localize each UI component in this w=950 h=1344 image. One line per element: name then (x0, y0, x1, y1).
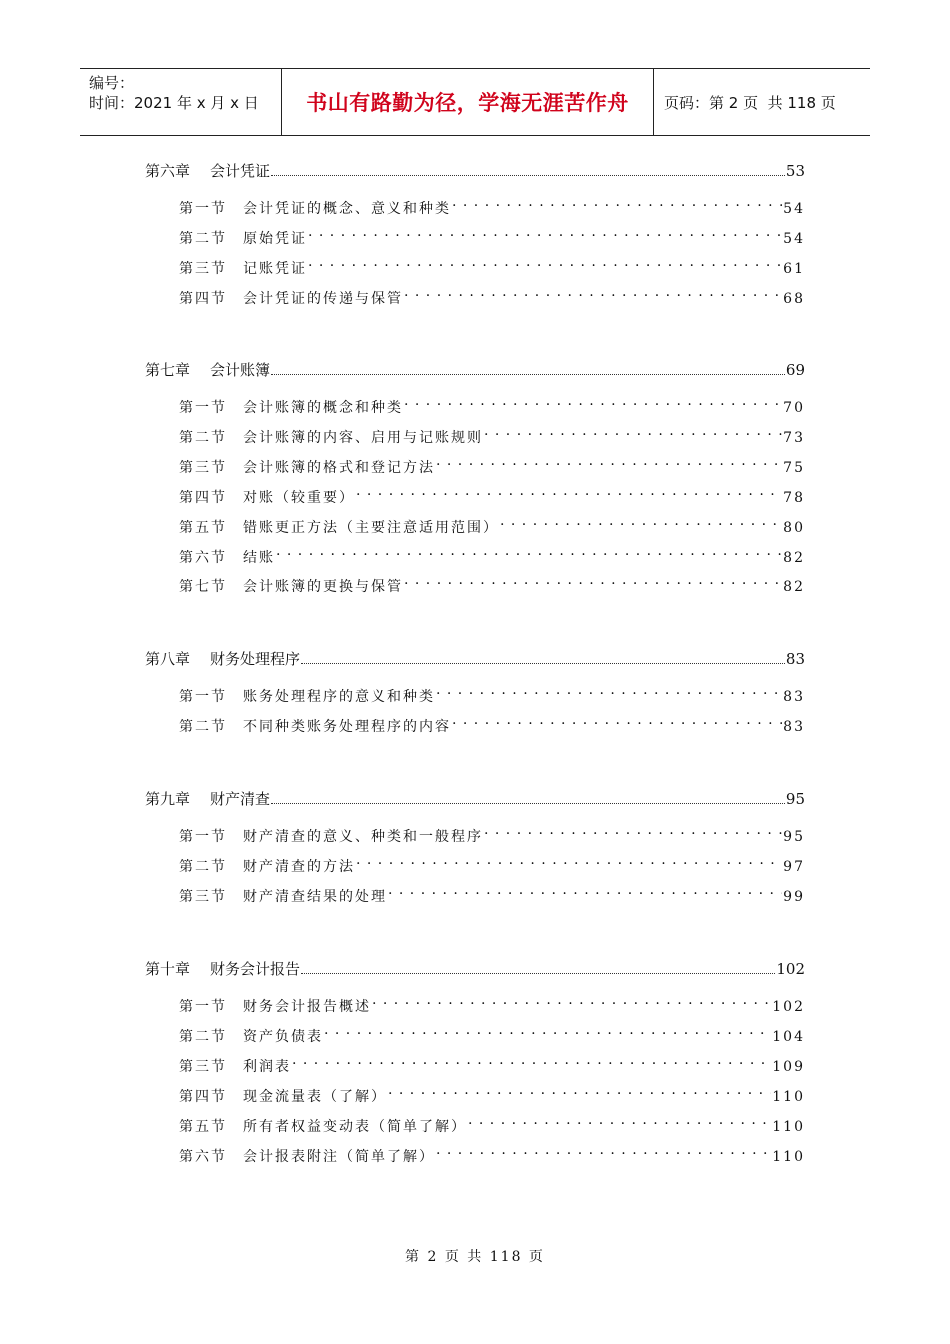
toc-entry-page: 54 (783, 230, 805, 247)
toc-entry-number: 第三节 (179, 1058, 227, 1075)
toc-entry-page: 102 (776, 960, 805, 978)
toc-entry-page: 99 (783, 888, 805, 905)
code-label: 编号： (89, 74, 135, 92)
header-page-info (654, 69, 870, 135)
toc-dot-leader (404, 390, 782, 412)
toc-entry-title: 账务处理程序的意义和种类 (243, 689, 435, 705)
toc-dot-leader (271, 788, 785, 804)
toc-entry-title: 会计账簿的内容、启用与记账规则 (243, 429, 483, 446)
toc-entry-page: 83 (783, 718, 805, 735)
toc-dot-leader (356, 480, 782, 502)
toc-entry-page: 102 (772, 999, 805, 1015)
toc-entry-number: 第二节 (179, 718, 227, 735)
toc-entry-title: 会计账簿的概念和种类 (243, 400, 403, 416)
toc-entry-number: 第三节 (179, 888, 227, 905)
toc-entry-title: 记账凭证 (243, 260, 307, 277)
toc-entry-number: 第二节 (179, 1028, 227, 1045)
toc-dot-leader (276, 540, 782, 562)
toc-dot-leader (436, 1139, 771, 1161)
toc-entry-page: 53 (785, 162, 805, 180)
toc-entry-page: 68 (783, 290, 805, 307)
toc-entry-page: 61 (783, 260, 805, 277)
toc-entry-page: 70 (783, 400, 805, 416)
toc-section-entry[interactable] (179, 1079, 805, 1105)
toc-entry-page: 82 (783, 579, 805, 596)
toc-entry-page: 75 (783, 459, 805, 476)
toc-entry-page: 110 (772, 1088, 805, 1105)
toc-entry-page: 80 (783, 519, 805, 536)
toc-dot-leader (388, 1079, 771, 1101)
toc-entry-page: 83 (785, 650, 805, 668)
toc-section-entry[interactable] (179, 679, 805, 705)
toc-section-entry[interactable] (179, 540, 805, 566)
toc-entry-page: 97 (783, 858, 805, 875)
toc-entry-title: 错账更正方法（主要注意适用范围） (243, 519, 499, 536)
toc-entry-number: 第二节 (179, 429, 227, 446)
toc-entry-title: 资产负债表 (243, 1028, 323, 1045)
toc-entry-page: 109 (772, 1058, 805, 1075)
toc-entry-page: 54 (783, 201, 805, 217)
toc-entry-page: 83 (783, 689, 805, 705)
toc-section-entry[interactable] (179, 281, 805, 307)
toc-entry-page: 95 (783, 829, 805, 845)
toc-entry-number: 第五节 (179, 519, 227, 536)
header-motto: 书山有路勤为径，学海无涯苦作舟 (282, 69, 654, 135)
toc-section-entry[interactable] (179, 420, 805, 446)
toc-dot-leader (404, 569, 782, 591)
toc-entry-title: 对账（较重要） (243, 489, 355, 506)
toc-entry-number: 第一节 (179, 689, 227, 705)
toc-dot-leader (271, 359, 785, 375)
toc-entry-number: 第九章 (145, 790, 191, 808)
toc-dot-leader (452, 191, 782, 213)
toc-section-entry[interactable] (179, 1049, 805, 1075)
toc-entry-number: 第二节 (179, 858, 227, 875)
toc-entry-title: 现金流量表（了解） (243, 1088, 387, 1105)
toc-dot-leader (292, 1049, 771, 1071)
toc-dot-leader (356, 849, 782, 871)
toc-entry-title: 财产清查的方法 (243, 858, 355, 875)
toc-dot-leader (404, 281, 782, 303)
toc-dot-leader (301, 648, 785, 664)
toc-entry-title: 会计报表附注（简单了解） (243, 1148, 435, 1165)
toc-entry-title: 财务处理程序 (210, 650, 301, 668)
toc-entry-number: 第六章 (145, 162, 191, 180)
toc-entry-title: 会计凭证的传递与保管 (243, 290, 403, 307)
toc-entry-page: 73 (783, 429, 805, 446)
toc-entry-title: 会计凭证 (210, 162, 271, 180)
toc-chapter-entry[interactable] (145, 648, 805, 670)
toc-dot-leader (372, 989, 771, 1011)
toc-entry-number: 第三节 (179, 459, 227, 476)
toc-entry-page: 104 (772, 1028, 805, 1045)
toc-entry-title: 不同种类账务处理程序的内容 (243, 718, 451, 735)
toc-chapter-entry[interactable] (145, 160, 805, 182)
toc-section-entry[interactable] (179, 191, 805, 217)
toc-entry-number: 第七章 (145, 361, 191, 379)
toc-section-entry[interactable] (179, 251, 805, 277)
toc-section-entry[interactable] (179, 849, 805, 875)
toc-entry-title: 财产清查 (210, 790, 271, 808)
toc-entry-page: 82 (783, 549, 805, 566)
toc-entry-title: 会计账簿的格式和登记方法 (243, 459, 435, 476)
toc-entry-page: 110 (772, 1118, 805, 1135)
toc-entry-number: 第二节 (179, 230, 227, 247)
toc-entry-title: 会计账簿 (210, 361, 271, 379)
toc-entry-number: 第一节 (179, 201, 227, 217)
toc-dot-leader (324, 1019, 771, 1041)
toc-entry-page: 69 (785, 361, 805, 379)
toc-section-entry[interactable] (179, 1109, 805, 1135)
toc-entry-title: 会计凭证的概念、意义和种类 (243, 201, 451, 217)
toc-dot-leader (271, 160, 785, 176)
toc-entry-number: 第一节 (179, 400, 227, 416)
toc-section-entry[interactable] (179, 569, 805, 596)
toc-section-entry[interactable] (179, 1139, 805, 1165)
toc-entry-title: 财产清查结果的处理 (243, 888, 387, 905)
toc-dot-leader (500, 510, 782, 532)
toc-section-entry[interactable] (179, 1019, 805, 1045)
toc-entry-title: 所有者权益变动表（简单了解） (243, 1118, 467, 1135)
toc-entry-page: 110 (772, 1148, 805, 1165)
toc-entry-number: 第七节 (179, 579, 227, 596)
toc-section-entry[interactable] (179, 879, 805, 905)
toc-entry-number: 第八章 (145, 650, 191, 668)
toc-entry-page: 95 (785, 790, 805, 808)
toc-entry-number: 第五节 (179, 1118, 227, 1135)
toc-section-entry[interactable] (179, 480, 805, 506)
page-footer: 第 2 页 共 118 页 (405, 1249, 545, 1265)
toc-dot-leader (484, 420, 782, 442)
toc-entry-title: 财务会计报告概述 (243, 999, 371, 1015)
toc-section-entry[interactable] (179, 510, 805, 536)
toc-entry-title: 财务会计报告 (210, 960, 301, 978)
page-info-text: 页码：第 2 页 共 118 页 (664, 93, 836, 112)
toc-section-entry[interactable] (179, 819, 805, 845)
toc-dot-leader (301, 958, 775, 974)
toc-entry-number: 第十章 (145, 960, 191, 978)
toc-chapter-entry[interactable] (145, 788, 805, 810)
toc-dot-leader (436, 450, 782, 472)
toc-chapter-entry[interactable] (145, 958, 805, 980)
toc-section-entry[interactable] (179, 390, 805, 416)
toc-entry-number: 第六节 (179, 549, 227, 566)
toc-entry-number: 第三节 (179, 260, 227, 277)
toc-section-entry[interactable] (179, 709, 805, 735)
toc-entry-title: 结账 (243, 549, 275, 566)
toc-entry-number: 第六节 (179, 1148, 227, 1165)
toc-section-entry[interactable] (179, 450, 805, 476)
toc-section-entry[interactable] (179, 221, 805, 247)
header-meta (80, 69, 282, 135)
toc-dot-leader (484, 819, 782, 841)
time-label: 时间：2021 年 x 月 x 日 (89, 94, 259, 112)
toc-entry-number: 第四节 (179, 1088, 227, 1105)
toc-entry-number: 第四节 (179, 290, 227, 307)
toc-section-entry[interactable] (179, 989, 805, 1015)
toc-entry-page: 78 (783, 489, 805, 506)
toc-entry-title: 会计账簿的更换与保管 (243, 579, 403, 596)
toc-entry-title: 财产清查的意义、种类和一般程序 (243, 829, 483, 845)
page-header (80, 68, 870, 136)
toc-entry-number: 第四节 (179, 489, 227, 506)
toc-entry-title: 原始凭证 (243, 230, 307, 247)
toc-entry-number: 第一节 (179, 829, 227, 845)
toc-dot-leader (436, 679, 782, 701)
toc-entry-title: 利润表 (243, 1058, 291, 1075)
toc-chapter-entry[interactable] (145, 359, 805, 381)
toc-dot-leader (452, 709, 782, 731)
toc-dot-leader (308, 221, 782, 243)
toc-dot-leader (388, 879, 782, 901)
toc-dot-leader (468, 1109, 771, 1131)
toc-dot-leader (308, 251, 782, 273)
toc-entry-number: 第一节 (179, 999, 227, 1015)
